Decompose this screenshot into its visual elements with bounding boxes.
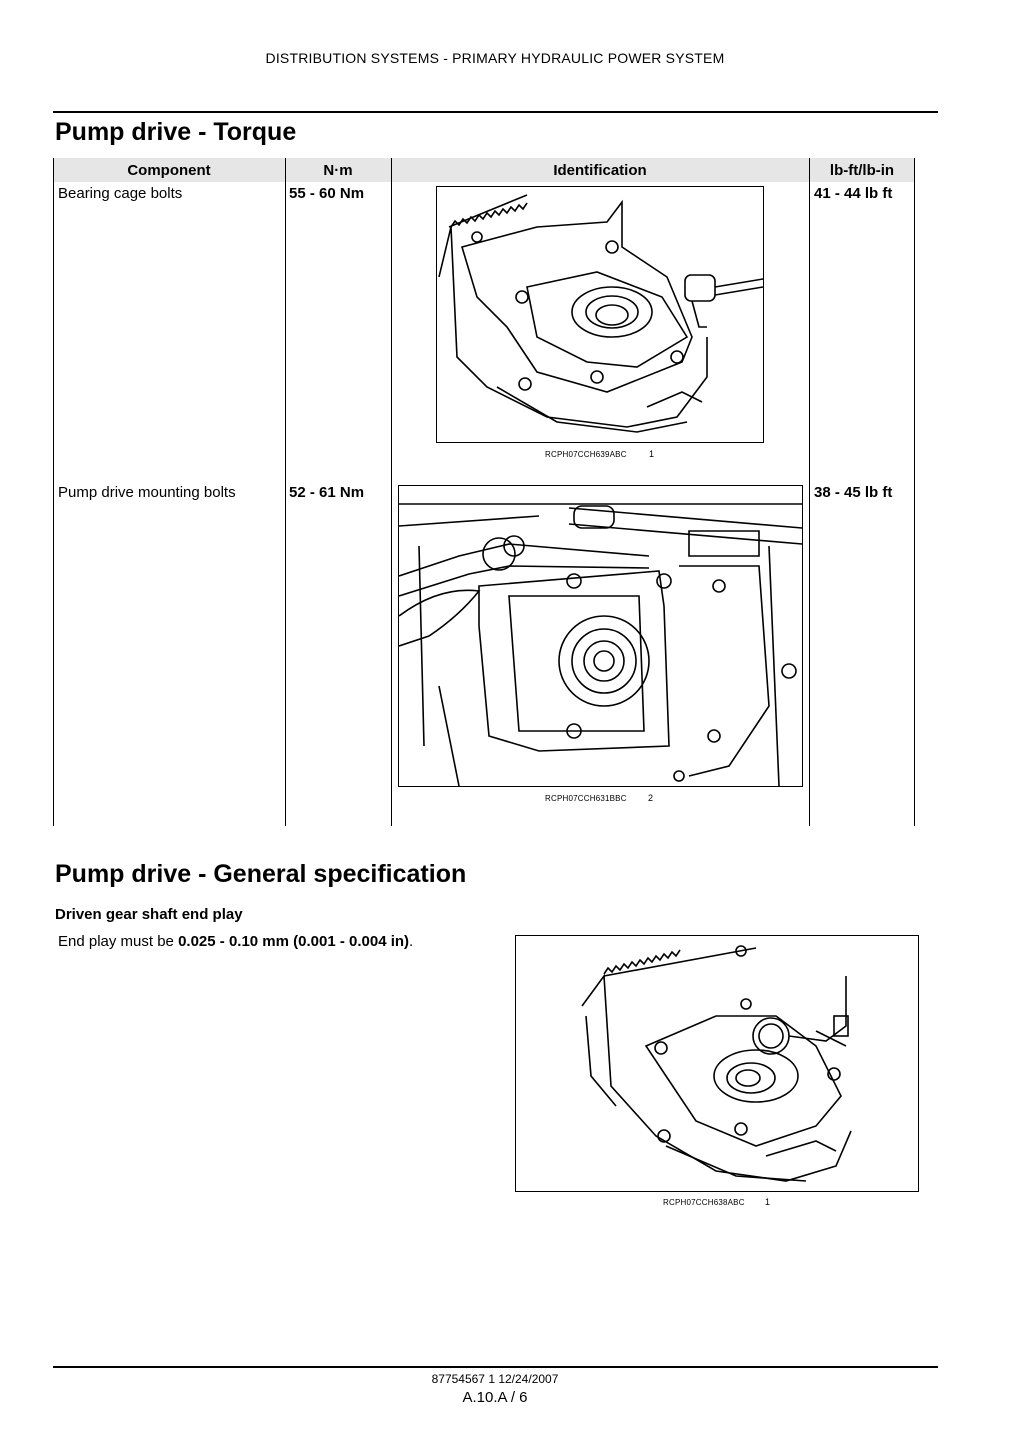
general-section-title: Pump drive - General specification (55, 860, 467, 888)
end-play-text (58, 933, 413, 950)
table-row-1-lbft: 41 - 44 lb ft (814, 185, 893, 202)
footer-page-number: A.10.A / 6 (462, 1389, 528, 1406)
figure-2-number: 2 (648, 793, 654, 803)
pump-drive-mounting-illustration (399, 486, 802, 786)
figure-3-caption: RCPH07CCH638ABC (663, 1198, 745, 1207)
column-header-identification: Identification (553, 162, 647, 179)
end-play-value: 0.025 - 0.10 mm (0.001 - 0.004 in) (178, 933, 410, 950)
figure-bearing-cage-torque (436, 186, 764, 443)
table-row-2-component: Pump drive mounting bolts (58, 484, 236, 501)
column-header-lbft: lb-ft/lb-in (829, 162, 895, 179)
page-header: DISTRIBUTION SYSTEMS - PRIMARY HYDRAULIC POWER SYSTEM (265, 50, 725, 66)
table-row-1-component: Bearing cage bolts (58, 185, 183, 202)
figure-1-number: 1 (649, 449, 655, 459)
table-row-2-nm: 52 - 61 Nm (289, 484, 365, 501)
table-divider (391, 158, 392, 826)
table-border-left (53, 158, 54, 826)
end-play-suffix: . (409, 933, 414, 950)
table-divider (285, 158, 286, 826)
table-divider (809, 158, 810, 826)
figure-1-caption: RCPH07CCH639ABC (545, 450, 627, 459)
footer-document-id: 87754567 1 12/24/2007 (431, 1372, 559, 1386)
footer-rule (53, 1366, 938, 1368)
end-play-prefix: End play must be (58, 933, 179, 950)
table-row-2-lbft: 38 - 45 lb ft (814, 484, 893, 501)
end-play-illustration (516, 936, 918, 1191)
figure-pump-drive-mounting (398, 485, 803, 787)
figure-3-number: 1 (765, 1197, 771, 1207)
figure-end-play-measurement (515, 935, 919, 1192)
table-border-right (914, 158, 915, 826)
bearing-cage-illustration (437, 187, 763, 442)
figure-2-caption: RCPH07CCH631BBC (545, 794, 627, 803)
torque-section-title: Pump drive - Torque (55, 118, 297, 146)
table-row-1-nm: 55 - 60 Nm (289, 185, 365, 202)
general-subtitle: Driven gear shaft end play (55, 906, 243, 923)
torque-table-header (53, 158, 915, 182)
column-header-nm: N·m (323, 162, 353, 179)
column-header-component: Component (127, 162, 211, 179)
header-rule (53, 111, 938, 113)
